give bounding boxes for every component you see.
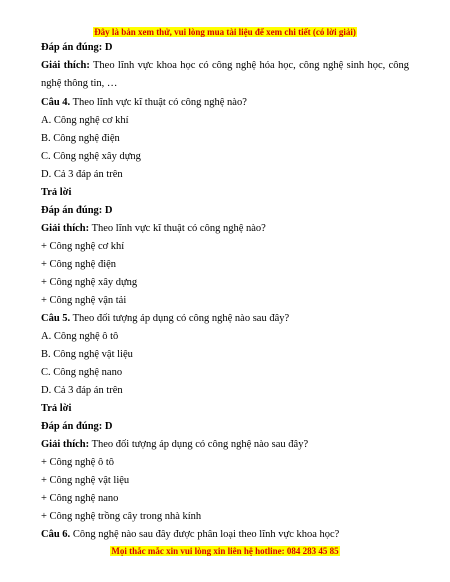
explanation-label: Giải thích: [41,439,90,450]
q5-explanation [41,438,409,451]
answer-label: Đáp án đúng: D [41,205,113,216]
q4-point-1: + Công nghệ cơ khí [41,241,125,252]
explanation-line-2: nghệ thông tin, … [41,78,118,89]
reply-label: Trả lời [41,187,72,198]
q5-option-d: D. Cả 3 đáp án trên [41,385,123,396]
q4-point-3: + Công nghệ xây dựng [41,277,138,288]
q5-point-3: + Công nghệ nano [41,493,119,504]
explanation-label: Giải thích: [41,223,90,234]
question-number: Câu 5. [41,313,71,324]
question-text: Theo lĩnh vực kĩ thuật có công nghệ nào? [72,97,247,108]
answer-label: Đáp án đúng: D [41,421,113,432]
footer-notice-text: Mọi thắc mắc xin vui lòng xin liên hệ hotline: 084 283 45 85 [111,546,339,556]
reply-label: Trả lời [41,403,72,414]
question-text: Công nghệ nào sau đây được phân loại theo lĩnh vực khoa học? [72,529,340,540]
q5-option-a: A. Công nghệ ô tô [41,331,119,342]
question-number: Câu 4. [41,97,71,108]
q5-point-2: + Công nghệ vật liệu [41,475,130,486]
explanation-text: Theo lĩnh vực kĩ thuật có công nghệ nào? [91,223,266,234]
q5-option-c: C. Công nghệ nano [41,367,123,378]
q4-option-b: B. Công nghệ điện [41,133,120,144]
explanation-text: Theo lĩnh vực khoa học có công nghệ hóa học, công nghệ sinh học, công [93,60,409,71]
explanation-label: Giải thích: [41,60,90,71]
header-notice-text: Đây là bản xem thử, vui lòng mua tài liệu để xem chi tiết (có lời giải) [94,27,356,37]
q5-point-1: + Công nghệ ô tô [41,457,115,468]
question-number: Câu 6. [41,529,71,540]
question-6 [41,528,409,541]
answer-label: Đáp án đúng: D [41,42,113,53]
explanation-line-1 [41,59,409,72]
q5-point-4: + Công nghệ trồng cây trong nhà kính [41,511,202,522]
q4-point-4: + Công nghệ vận tải [41,295,127,306]
header-notice [0,27,450,37]
q4-option-a: A. Công nghệ cơ khí [41,115,129,126]
question-4 [41,96,409,109]
q4-point-2: + Công nghệ điện [41,259,117,270]
question-text: Theo đối tượng áp dụng có công nghệ nào sau đây? [72,313,290,324]
q4-option-c: C. Công nghệ xây dựng [41,151,141,162]
q5-option-b: B. Công nghệ vật liệu [41,349,133,360]
footer-notice [0,546,450,556]
q4-option-d: D. Cả 3 đáp án trên [41,169,123,180]
explanation-text: Theo đối tượng áp dụng có công nghệ nào sau đây? [91,439,309,450]
q4-explanation [41,222,409,235]
question-5 [41,312,409,325]
